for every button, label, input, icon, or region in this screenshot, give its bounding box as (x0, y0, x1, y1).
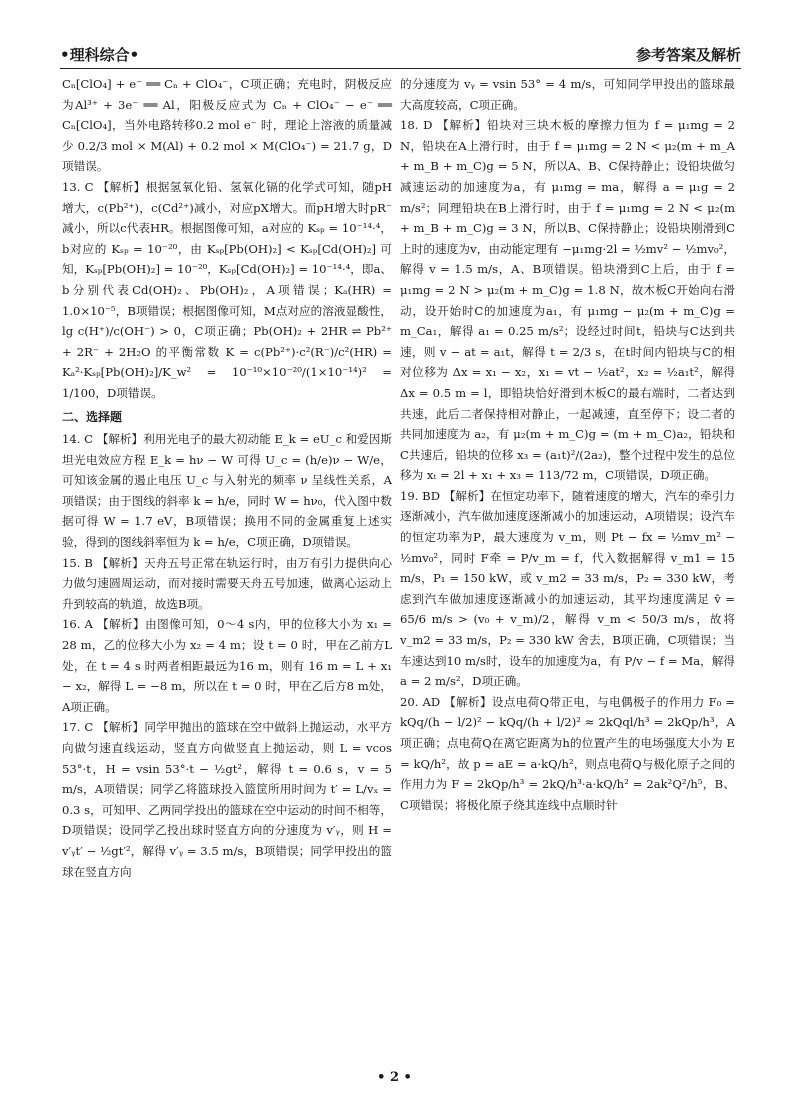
section-heading: 二、选择题 (62, 409, 123, 424)
paragraph-18: 18. D 【解析】铅块对三块木板的摩擦力恒为 f = μ₁mg = 2 N，铅块在A上滑行时，由于 f = μ₁mg = 2 N < μ₂(m + m_A + m_B + m_C)g = 5 N，所以A、B、C保持静止；设铅块做匀减速运动的加速度为a，有 μ₁mg = ma，解得 a = μ₁g = 2 m/s²；同理铅块在B上滑行时，由于 f = μ₁mg = 2 N < μ₂(m + m_B + m_C)g = 3 N，所以B、C保持静止；设铅块刚滑到C上时的速度为v，由动能定理有 −μ₁mg·2l = ½mv² − ½mv₀²，解得 v = 1.5 m/s，A、B项错误。铅块滑到C上后，由于 f = μ₁mg = 2 N > μ₂(m + m_C)g = 1.8 N，故木板C开始向右滑动，设开始时C的加速度为a₁，有 μ₁mg − μ₂(m + m_C)g = m_Ca₁，解得 a₁ = 0.25 m/s²；设经过时间t，铅块与C达到共速，则 v − at = a₁t，解得 t = 2/3 s，在t时间内铅块与C的相对位移为 Δx = x₁ − x₂，x₁ = vt − ½at²，x₂ = ½a₁t²，解得 Δx = 0.5 m = l，即铅块恰好滑到木板C的最右端时，二者达到共速，此后二者保持相对静止，一起减速，直至停下；设二者的共同加速度为 a₂，有 μ₂(m + m_C)g = (m + m_C)a₂，铅块和C共速后，铅块的位移 x₃ = (a₁t)²/(2a₂)，整个过程中发生的总位移为 xₜ = 2l + x₁ + x₃ = 113/72 m，C项错误，D项正确。 (400, 118, 735, 483)
page-header (60, 40, 741, 69)
right-column (400, 74, 735, 815)
paragraph-13: 13. C 【解析】根据氢氧化铅、氢氧化镉的化学式可知，随pH增大，c(Pb²⁺)，c(Cd²⁺)减小，对应pX增大。而pH增大时pR⁻减小，所以c代表HR。根据图像可知，a对应的 Kₛₚ = 10⁻¹⁴·⁴，b对应的 Kₛₚ = 10⁻²⁰，由 Kₛₚ[Pb(OH)₂] < Kₛₚ[Cd(OH)₂] 可知，Kₛₚ[Pb(OH)₂] = 10⁻²⁰，Kₛₚ[Cd(OH)₂] = 10⁻¹⁴·⁴，即a、b分别代表Cd(OH)₂、Pb(OH)₂，A项错误；Kₐ(HR) = 1.0×10⁻⁵，B项错误；根据图像可知，M点对应的溶液显酸性，lg c(H⁺)/c(OH⁻) > 0，C项正确；Pb(OH)₂ + 2HR ⇌ Pb²⁺ + 2R⁻ + 2H₂O 的平衡常数 K = c(Pb²⁺)·c²(R⁻)/c²(HR) = Kₐ²·Kₛₚ[Pb(OH)₂]/K_w² = 10⁻¹⁰×10⁻²⁰/(1×10⁻¹⁴)² = 1/100，D项错误。 (62, 179, 392, 400)
header-subject: •理科综合• (60, 46, 140, 64)
paragraph-16: 16. A 【解析】由图像可知，0～4 s内，甲的位移大小为 x₁ = 28 m，乙的位移大小为 x₂ = 4 m；设 t = 0 时，甲在乙前方L处，在 t = 4 s 时两者相距最远为16 m，则有 16 m = L + x₁ − x₂，解得 L = −8 m，所以在 t = 0 时，甲在乙后方8 m处，A项正确。 (62, 617, 392, 714)
paragraph-14: 14. C 【解析】利用光电子的最大初动能 E_k = eU_c 和爱因斯坦光电效应方程 E_k = hν − W 可得 U_c = (h/e)ν − W/e，可知该金属的遏止电压 U_c 与入射光的频率 ν 呈线性关系，A项错误；由于图线的斜率 k = h/e，同时 W = hν₀，代入图中数据可得 W = 1.7 eV，B项错误；换用不同的金属重复上述实验，得到的图线斜率恒为 k = h/e，C项正确，D项错误。 (62, 432, 392, 550)
paragraph-17-continued: 的分速度为 vᵧ = vsin 53° = 4 m/s，可知同学甲投出的篮球最大高度较高，C项正确。 (400, 77, 735, 112)
left-column (62, 74, 392, 882)
paragraph-15: 15. B 【解析】天舟五号正常在轨运行时，由万有引力提供向心力做匀速圆周运动，而对接时需要天舟五号加速，做离心运动上升到较高的轨道，故选B项。 (62, 555, 392, 611)
paragraph-20: 20. AD 【解析】设点电荷Q带正电，与电偶极子的作用力 F₀ = kQq/(h − l/2)² − kQq/(h + l/2)² ≈ 2kQql/h³ = 2kQp/h³，A项正确；点电荷Q在离它距离为h的位置产生的电场强度大小为 E = kQ/h²，故 p = aE = a·kQ/h²，则点电荷Q与极化原子之间的作用力为 F = 2kQp/h³ = 2kQ/h³·a·kQ/h² = 2ak²Q²/h⁵，B、C项错误；将极化原子绕其连线中点顺时针 (400, 694, 735, 812)
paragraph-12-continued: Cₙ[ClO₄] + e⁻ ══ Cₙ + ClO₄⁻，C项正确；充电时，阴极反应为Al³⁺ + 3e⁻ ══ Al，阳极反应式为 Cₙ + ClO₄⁻ − e⁻ ══ Cₙ[ClO₄]，当外电路转移0.2 mol e⁻ 时，理论上溶液的质量减少 0.2/3 mol × M(Al) + 0.2 mol × M(ClO₄⁻) = 21.7 g，D项错误。 (62, 77, 392, 174)
paragraph-17: 17. C 【解析】同学甲抛出的篮球在空中做斜上抛运动，水平方向做匀速直线运动，竖直方向做竖直上抛运动，则 L = vcos 53°·t，H = vsin 53°·t − ½gt²，解得 t = 0.6 s，v = 5 m/s，A项错误；同学乙将篮球投入篮筐所用时间为 t′ = L/vₓ = 0.3 s，可知甲、乙两同学投出的篮球在空中运动的时间不相等，D项错误；设同学乙投出球时竖直方向的分速度为 v′ᵧ，则 H = v′ᵧt′ − ½gt′²，解得 v′ᵧ = 3.5 m/s，B项错误；同学甲投出的篮球在竖直方向 (62, 720, 392, 879)
page-number: • 2 • (377, 1070, 412, 1085)
paragraph-19: 19. BD 【解析】在恒定功率下，随着速度的增大，汽车的牵引力逐渐减小，汽车做加速度逐渐减小的加速运动，A项错误；设汽车的恒定功率为P，最大速度为 v_m，则 Pt − fx = ½mv_m² − ½mv₀²，同时 F牵 = P/v_m = f，代入数据解得 v_m1 = 15 m/s，P₁ = 150 kW，或 v_m2 = 33 m/s，P₂ = 330 kW，考虑到汽车做加速度逐渐减小的加速运动，其平均速度满足 v̄ = 65/6 m/s > (v₀ + v_m)/2，解得 v_m < 50/3 m/s，故将 v_m2 = 33 m/s，P₂ = 330 kW 舍去，B项正确，C项错误；当车速达到10 m/s时，设车的加速度为a，有 P/v − f = Ma，解得 a = 2 m/s²，D项正确。 (400, 488, 735, 689)
header-answer-title: 参考答案及解析 (635, 46, 741, 64)
